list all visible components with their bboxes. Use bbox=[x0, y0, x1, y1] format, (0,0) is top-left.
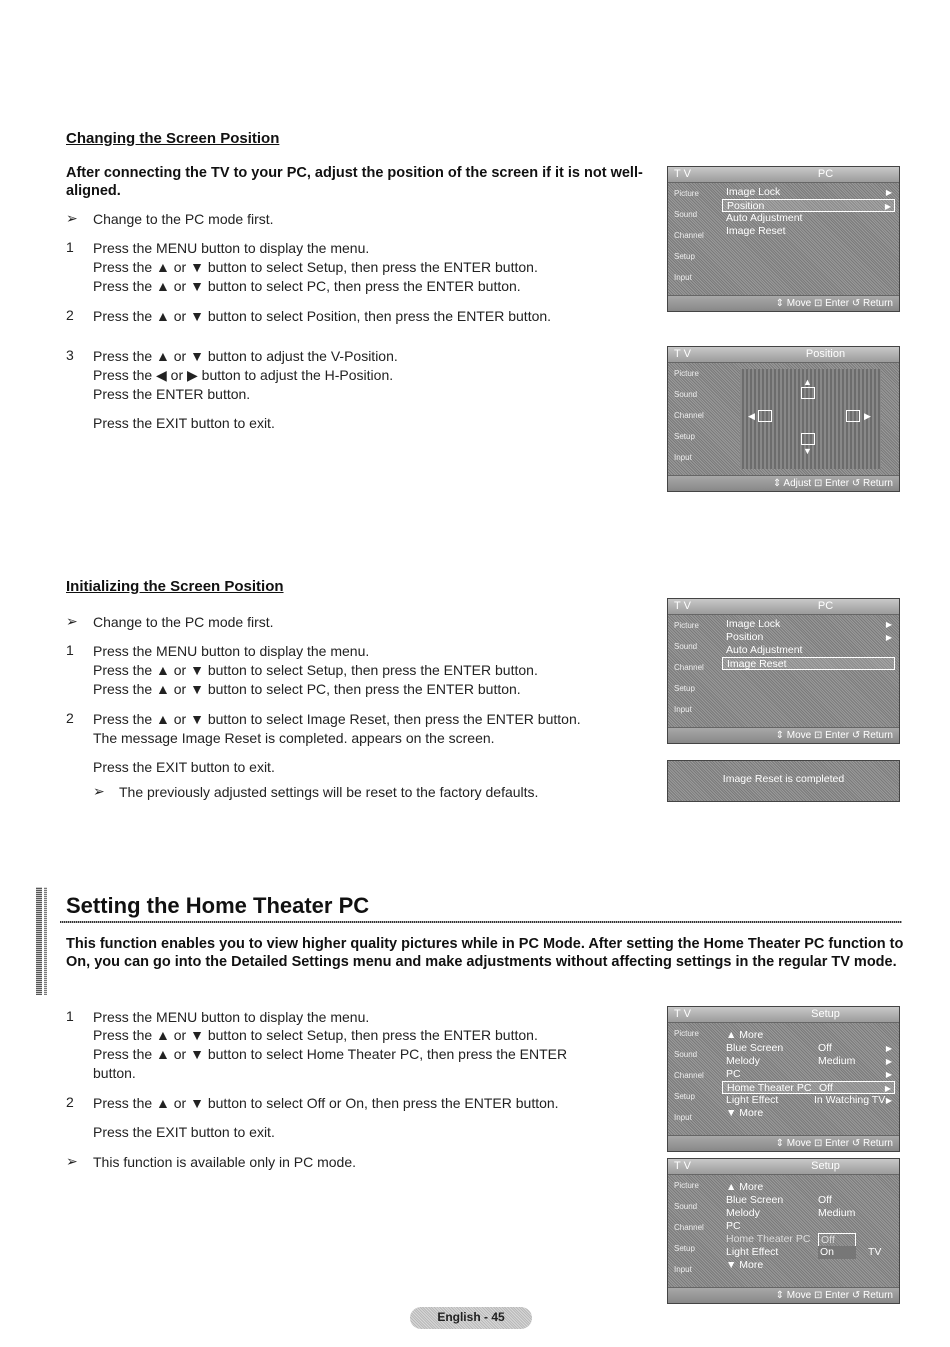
osd-sidebar bbox=[668, 1023, 718, 1135]
osd-menu-item: Blue Screen Off bbox=[726, 1194, 832, 1206]
section-heading-screen-position: Changing the Screen Position bbox=[66, 130, 280, 147]
osd-sidebar bbox=[668, 615, 718, 727]
osd-reset-message-banner bbox=[667, 760, 900, 802]
step-number: 3 bbox=[66, 347, 74, 363]
step-line: Press the ▲ or ▼ button to select Off or On, then press the ENTER button. bbox=[93, 1095, 559, 1111]
osd-side-item: Sound bbox=[674, 1202, 698, 1211]
step-line: Press the ▲ or ▼ button to adjust the V-Position. bbox=[93, 348, 398, 364]
osd-menu-rows bbox=[722, 1029, 895, 1120]
osd-menu-item: PC bbox=[726, 1220, 741, 1232]
osd-hints: ⇕ Move ⊡ Enter ↺ Return bbox=[775, 730, 893, 741]
osd-reset-message: Image Reset is completed bbox=[722, 773, 845, 785]
osd-side-item: Setup bbox=[674, 432, 695, 441]
section-heading-initializing: Initializing the Screen Position bbox=[66, 578, 284, 595]
note-arrow-icon: ➢ bbox=[93, 783, 105, 799]
box-bottom-icon bbox=[801, 433, 815, 445]
osd-side-item: Picture bbox=[674, 189, 699, 198]
osd-side-item: Sound bbox=[674, 210, 698, 219]
osd-sidebar bbox=[668, 1175, 718, 1287]
position-adjust-area bbox=[740, 369, 881, 469]
step-line: Press the ▲ or ▼ button to select Setup, then press the ENTER button. bbox=[93, 259, 538, 275]
note-arrow-icon: ➢ bbox=[66, 613, 78, 629]
step-number: 2 bbox=[66, 1094, 74, 1110]
osd-menu-rows bbox=[722, 186, 895, 238]
osd-sidebar bbox=[668, 363, 718, 475]
osd-more-down: ▼ More bbox=[726, 1259, 764, 1271]
osd-menu-title: PC bbox=[817, 600, 834, 612]
osd-pc-menu-reset bbox=[667, 598, 900, 744]
osd-side-item: Sound bbox=[674, 1050, 698, 1059]
osd-side-item: Setup bbox=[674, 1092, 695, 1101]
osd-title-bar bbox=[668, 1159, 899, 1175]
step-line: Press the ▲ or ▼ button to select Setup, then press the ENTER button. bbox=[93, 662, 538, 678]
osd-menu-title: Position bbox=[805, 348, 846, 360]
osd-menu-rows bbox=[722, 618, 895, 670]
osd-side-item: Picture bbox=[674, 369, 699, 378]
step-number: 1 bbox=[66, 1008, 74, 1024]
step-line: Press the ◀ or ▶ button to adjust the H-Position. bbox=[93, 367, 394, 383]
step-line: The message Image Reset is completed. appears on the screen. bbox=[93, 730, 495, 746]
section-rule bbox=[60, 921, 902, 923]
section-lead: After connecting the TV to your PC, adjust the position of the screen if it is not well-aligned. bbox=[66, 165, 643, 199]
osd-side-item: Input bbox=[674, 1113, 692, 1122]
osd-side-item: Input bbox=[674, 273, 692, 282]
osd-menu-item-selected: Home Theater PC Off ▶ bbox=[722, 1081, 895, 1094]
osd-menu-item-dim: Home Theater PC Off bbox=[722, 1233, 895, 1246]
step-line: Press the EXIT button to exit. bbox=[93, 759, 275, 775]
osd-tv-label: T V bbox=[674, 600, 691, 612]
osd-hint-bar bbox=[668, 475, 899, 491]
osd-hint-bar bbox=[668, 295, 899, 311]
osd-side-item: Sound bbox=[674, 390, 698, 399]
osd-title-bar bbox=[668, 1007, 899, 1023]
note-text: The previously adjusted settings will be reset to the factory defaults. bbox=[119, 784, 539, 800]
osd-side-item: Input bbox=[674, 453, 692, 462]
step-line: Press the MENU button to display the menu. bbox=[93, 240, 370, 256]
osd-tv-label: T V bbox=[674, 348, 691, 360]
step-number: 1 bbox=[66, 239, 74, 255]
osd-title-bar bbox=[668, 347, 899, 363]
osd-side-item: Channel bbox=[674, 663, 704, 672]
osd-hint-bar bbox=[668, 727, 899, 743]
step-line: Press the ▲ or ▼ button to select Setup, then press the ENTER button. bbox=[93, 1027, 538, 1043]
step-number: 2 bbox=[66, 307, 74, 323]
step-line: Press the MENU button to display the menu. bbox=[93, 643, 370, 659]
note-text: Change to the PC mode first. bbox=[93, 211, 274, 227]
step-line: Press the EXIT button to exit. bbox=[93, 1124, 275, 1140]
osd-menu-item: Light Effect In Watching TV ▶ bbox=[726, 1094, 892, 1106]
osd-menu-item: Position ▶ bbox=[726, 631, 892, 643]
osd-position-adjust bbox=[667, 346, 900, 492]
left-arrow-icon: ◀ bbox=[748, 411, 755, 421]
osd-side-item: Sound bbox=[674, 642, 698, 651]
box-right-icon bbox=[846, 410, 860, 422]
osd-side-item: Setup bbox=[674, 1244, 695, 1253]
osd-sidebar bbox=[668, 183, 718, 295]
note-arrow-icon: ➢ bbox=[66, 1153, 78, 1169]
note-text: Change to the PC mode first. bbox=[93, 614, 274, 630]
osd-menu-item: Image Lock ▶ bbox=[726, 618, 892, 630]
osd-title-bar bbox=[668, 167, 899, 183]
osd-more-up: ▲ More bbox=[726, 1029, 764, 1041]
box-top-icon bbox=[801, 387, 815, 399]
osd-menu-item: Auto Adjustment bbox=[726, 212, 803, 224]
osd-menu-item: PC ▶ bbox=[726, 1068, 892, 1080]
step-line: button. bbox=[93, 1065, 136, 1081]
osd-tv-label: T V bbox=[674, 1008, 691, 1020]
step-number: 1 bbox=[66, 642, 74, 658]
osd-menu-item-selected: Position ▶ bbox=[722, 199, 895, 212]
osd-pc-menu-position bbox=[667, 166, 900, 312]
osd-menu-item: Melody Medium ▶ bbox=[726, 1055, 892, 1067]
osd-title-bar bbox=[668, 599, 899, 615]
osd-hints: ⇕ Move ⊡ Enter ↺ Return bbox=[775, 1290, 893, 1301]
page-number: English - 45 bbox=[437, 1310, 505, 1324]
osd-side-item: Channel bbox=[674, 1223, 704, 1232]
section-side-bar bbox=[44, 887, 47, 995]
osd-hints: ⇕ Adjust ⊡ Enter ↺ Return bbox=[772, 478, 893, 489]
osd-tv-label: T V bbox=[674, 1160, 691, 1172]
step-line: Press the MENU button to display the menu. bbox=[93, 1009, 370, 1025]
osd-menu-rows bbox=[722, 1181, 895, 1272]
osd-menu-item: Image Reset bbox=[726, 225, 786, 237]
osd-side-item: Picture bbox=[674, 1181, 699, 1190]
osd-more-up: ▲ More bbox=[726, 1181, 764, 1193]
step-line: Press the ENTER button. bbox=[93, 386, 251, 402]
note-text: This function is available only in PC mode. bbox=[93, 1154, 357, 1170]
osd-hint-bar bbox=[668, 1287, 899, 1303]
down-arrow-icon: ▼ bbox=[803, 446, 812, 456]
osd-hint-bar bbox=[668, 1135, 899, 1151]
osd-more-down: ▼ More bbox=[726, 1107, 764, 1119]
osd-menu-item: Light Effect On TV bbox=[726, 1246, 882, 1258]
osd-menu-item: Auto Adjustment bbox=[726, 644, 803, 656]
osd-side-item: Setup bbox=[674, 252, 695, 261]
osd-menu-item: Blue Screen Off ▶ bbox=[726, 1042, 892, 1054]
osd-menu-item-selected: Image Reset bbox=[722, 657, 895, 670]
right-arrow-icon: ▶ bbox=[864, 411, 871, 421]
page-footer-badge bbox=[410, 1307, 532, 1329]
section-lead: This function enables you to view higher quality pictures while in PC Mode. After setting the Home Theater PC function to On, you can go into the Detailed Settings menu and make adjustments without affecting settings in the regular TV mode. bbox=[66, 936, 904, 970]
osd-tv-label: T V bbox=[674, 168, 691, 180]
step-line: Press the ▲ or ▼ button to select Position, then press the ENTER button. bbox=[93, 308, 552, 324]
osd-side-item: Setup bbox=[674, 684, 695, 693]
osd-side-item: Picture bbox=[674, 1029, 699, 1038]
box-left-icon bbox=[758, 410, 772, 422]
step-line: Press the ▲ or ▼ button to select Image Reset, then press the ENTER button. bbox=[93, 711, 581, 727]
osd-menu-title: Setup bbox=[811, 1008, 840, 1020]
step-line: Press the EXIT button to exit. bbox=[93, 415, 275, 431]
osd-menu-title: Setup bbox=[811, 1160, 840, 1172]
osd-setup-menu bbox=[667, 1006, 900, 1152]
osd-side-item: Channel bbox=[674, 411, 704, 420]
section-side-bar bbox=[36, 887, 42, 995]
section-title: Setting the Home Theater PC bbox=[66, 893, 370, 918]
osd-side-item: Picture bbox=[674, 621, 699, 630]
osd-side-item: Channel bbox=[674, 231, 704, 240]
osd-side-item: Input bbox=[674, 705, 692, 714]
step-line: Press the ▲ or ▼ button to select Home Theater PC, then press the ENTER bbox=[93, 1046, 568, 1062]
step-number: 2 bbox=[66, 710, 74, 726]
up-arrow-icon: ▲ bbox=[803, 377, 812, 387]
osd-side-item: Input bbox=[674, 1265, 692, 1274]
osd-menu-title: PC bbox=[817, 168, 834, 180]
osd-side-item: Channel bbox=[674, 1071, 704, 1080]
step-line: Press the ▲ or ▼ button to select PC, then press the ENTER button. bbox=[93, 681, 521, 697]
note-arrow-icon: ➢ bbox=[66, 210, 78, 226]
step-line: Press the ▲ or ▼ button to select PC, then press the ENTER button. bbox=[93, 278, 521, 294]
osd-menu-item: Melody Medium bbox=[726, 1207, 856, 1219]
osd-menu-item: Image Lock ▶ bbox=[726, 186, 892, 198]
osd-setup-menu-options bbox=[667, 1158, 900, 1304]
osd-hints: ⇕ Move ⊡ Enter ↺ Return bbox=[775, 298, 893, 309]
osd-hints: ⇕ Move ⊡ Enter ↺ Return bbox=[775, 1138, 893, 1149]
